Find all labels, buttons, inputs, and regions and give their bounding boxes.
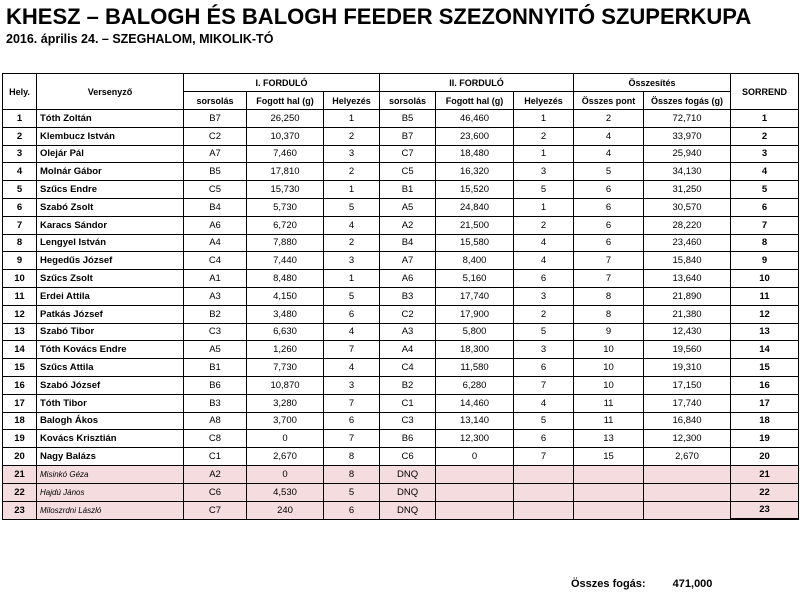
- cell-total-catch: [644, 483, 731, 501]
- cell-total-catch: 2,670: [644, 448, 731, 466]
- cell-r1-position: 7: [324, 430, 380, 448]
- table-row: [3, 483, 799, 501]
- cell-r1-catch: 10,870: [247, 376, 324, 394]
- cell-rank: 6: [731, 198, 799, 216]
- table-row: [3, 216, 799, 234]
- cell-total-catch: 21,380: [644, 305, 731, 323]
- cell-r1-position: 7: [324, 394, 380, 412]
- col-header-r1-draw: sorsolás: [184, 92, 247, 110]
- cell-name: Balogh Ákos: [37, 412, 184, 430]
- cell-total-points: [574, 483, 644, 501]
- cell-place: 7: [3, 216, 37, 234]
- cell-rank: 12: [731, 305, 799, 323]
- cell-name: Szabó Zsolt: [37, 198, 184, 216]
- cell-total-points: 15: [574, 448, 644, 466]
- cell-r1-draw: A6: [184, 216, 247, 234]
- cell-total-points: 8: [574, 287, 644, 305]
- cell-r1-catch: 26,250: [247, 110, 324, 128]
- cell-r2-draw: DNQ: [380, 501, 436, 519]
- cell-rank: 3: [731, 145, 799, 163]
- cell-r2-position: 1: [514, 198, 574, 216]
- cell-rank: 4: [731, 163, 799, 181]
- cell-total-points: 10: [574, 341, 644, 359]
- table-row: [3, 376, 799, 394]
- table-row: [3, 270, 799, 288]
- cell-r2-position: [514, 465, 574, 483]
- cell-r2-position: [514, 483, 574, 501]
- cell-total-catch: 33,970: [644, 127, 731, 145]
- cell-r1-draw: C7: [184, 501, 247, 519]
- cell-r2-draw: A6: [380, 270, 436, 288]
- cell-r1-draw: B2: [184, 305, 247, 323]
- cell-r1-draw: C8: [184, 430, 247, 448]
- cell-r2-catch: 16,320: [436, 163, 514, 181]
- cell-rank: 16: [731, 376, 799, 394]
- cell-place: 14: [3, 341, 37, 359]
- cell-total-catch: 34,130: [644, 163, 731, 181]
- cell-r1-catch: 5,730: [247, 198, 324, 216]
- cell-r1-position: 3: [324, 145, 380, 163]
- cell-r2-draw: B2: [380, 376, 436, 394]
- cell-r1-catch: 240: [247, 501, 324, 519]
- cell-r2-catch: 18,300: [436, 341, 514, 359]
- table-row: [3, 394, 799, 412]
- cell-r1-position: 2: [324, 234, 380, 252]
- cell-r1-draw: A7: [184, 145, 247, 163]
- cell-name: Szabó József: [37, 376, 184, 394]
- cell-total-catch: 16,840: [644, 412, 731, 430]
- table-row: [3, 163, 799, 181]
- cell-r1-position: 5: [324, 198, 380, 216]
- cell-r1-catch: 7,730: [247, 359, 324, 377]
- cell-r1-position: 4: [324, 359, 380, 377]
- cell-name: Erdei Attila: [37, 287, 184, 305]
- cell-r1-position: 4: [324, 216, 380, 234]
- cell-r2-position: 2: [514, 127, 574, 145]
- cell-r2-position: 3: [514, 341, 574, 359]
- table-row: [3, 323, 799, 341]
- cell-total-catch: 21,890: [644, 287, 731, 305]
- cell-r1-catch: 3,480: [247, 305, 324, 323]
- cell-r2-draw: B4: [380, 234, 436, 252]
- cell-total-catch: [644, 465, 731, 483]
- total-catch-summary: [571, 578, 712, 590]
- cell-r1-catch: 6,630: [247, 323, 324, 341]
- header-row-groups: [3, 74, 799, 92]
- col-header-total-catch: Összes fogás (g): [644, 92, 731, 110]
- cell-name: Kovács Krisztián: [37, 430, 184, 448]
- cell-r2-draw: DNQ: [380, 483, 436, 501]
- cell-r1-catch: 4,530: [247, 483, 324, 501]
- cell-total-points: 6: [574, 181, 644, 199]
- cell-name: Miloszrdni László: [37, 501, 184, 519]
- cell-r2-position: 5: [514, 181, 574, 199]
- cell-r1-draw: C3: [184, 323, 247, 341]
- cell-total-catch: 25,940: [644, 145, 731, 163]
- cell-r2-draw: A4: [380, 341, 436, 359]
- cell-total-points: [574, 465, 644, 483]
- table-row: [3, 501, 799, 519]
- cell-r1-catch: 7,460: [247, 145, 324, 163]
- cell-rank: 20: [731, 448, 799, 466]
- cell-r2-position: 3: [514, 287, 574, 305]
- cell-r2-catch: 5,160: [436, 270, 514, 288]
- cell-name: Molnár Gábor: [37, 163, 184, 181]
- cell-r1-position: 6: [324, 305, 380, 323]
- cell-r1-draw: C6: [184, 483, 247, 501]
- cell-r1-catch: 3,280: [247, 394, 324, 412]
- cell-r2-position: [514, 501, 574, 519]
- cell-r2-draw: B6: [380, 430, 436, 448]
- cell-place: 1: [3, 110, 37, 128]
- col-header-total-points: Összes pont: [574, 92, 644, 110]
- cell-r1-position: 5: [324, 483, 380, 501]
- table-row: [3, 181, 799, 199]
- cell-place: 22: [3, 483, 37, 501]
- cell-rank: 13: [731, 323, 799, 341]
- cell-name: Tóth Zoltán: [37, 110, 184, 128]
- cell-name: Patkás József: [37, 305, 184, 323]
- col-header-r1-position: Helyezés: [324, 92, 380, 110]
- col-header-r2-catch: Fogott hal (g): [436, 92, 514, 110]
- cell-r2-position: 3: [514, 163, 574, 181]
- cell-place: 13: [3, 323, 37, 341]
- cell-r1-draw: C1: [184, 448, 247, 466]
- col-header-r2-position: Helyezés: [514, 92, 574, 110]
- cell-r1-draw: A3: [184, 287, 247, 305]
- cell-total-catch: 28,220: [644, 216, 731, 234]
- cell-r1-position: 2: [324, 163, 380, 181]
- table-row: [3, 359, 799, 377]
- cell-total-catch: 17,150: [644, 376, 731, 394]
- cell-r1-draw: A8: [184, 412, 247, 430]
- cell-total-catch: 17,740: [644, 394, 731, 412]
- cell-rank: 22: [731, 483, 799, 501]
- cell-total-points: 5: [574, 163, 644, 181]
- cell-place: 23: [3, 501, 37, 519]
- cell-r2-position: 4: [514, 234, 574, 252]
- cell-r1-position: 8: [324, 465, 380, 483]
- cell-total-catch: 23,460: [644, 234, 731, 252]
- table-row: [3, 465, 799, 483]
- cell-r1-position: 4: [324, 323, 380, 341]
- cell-r2-catch: 11,580: [436, 359, 514, 377]
- cell-total-catch: 13,640: [644, 270, 731, 288]
- cell-name: Szabó Tibor: [37, 323, 184, 341]
- cell-total-points: 10: [574, 359, 644, 377]
- cell-r1-position: 5: [324, 287, 380, 305]
- cell-r2-draw: DNQ: [380, 465, 436, 483]
- cell-r2-catch: 18,480: [436, 145, 514, 163]
- cell-r2-catch: 6,280: [436, 376, 514, 394]
- total-catch-value: 471,000: [672, 578, 713, 590]
- cell-total-catch: 15,840: [644, 252, 731, 270]
- col-header-round1: I. FORDULÓ: [184, 74, 380, 92]
- cell-rank: 21: [731, 465, 799, 483]
- cell-r2-position: 6: [514, 270, 574, 288]
- cell-r2-draw: B1: [380, 181, 436, 199]
- col-header-place: Hely.: [3, 74, 37, 110]
- cell-total-catch: 12,430: [644, 323, 731, 341]
- cell-r1-catch: 1,260: [247, 341, 324, 359]
- cell-r2-catch: [436, 483, 514, 501]
- cell-place: 16: [3, 376, 37, 394]
- cell-r2-draw: A2: [380, 216, 436, 234]
- cell-r1-catch: 10,370: [247, 127, 324, 145]
- cell-total-catch: 12,300: [644, 430, 731, 448]
- table-row: [3, 110, 799, 128]
- cell-r1-position: 1: [324, 181, 380, 199]
- cell-r1-catch: 2,670: [247, 448, 324, 466]
- cell-r1-draw: B6: [184, 376, 247, 394]
- cell-rank: 2: [731, 127, 799, 145]
- page-subtitle: 2016. április 24. – SZEGHALOM, MIKOLIK-TÓ: [6, 32, 274, 46]
- cell-total-points: 11: [574, 412, 644, 430]
- cell-r1-position: 3: [324, 252, 380, 270]
- cell-r1-position: 1: [324, 270, 380, 288]
- cell-r2-catch: 13,140: [436, 412, 514, 430]
- cell-place: 10: [3, 270, 37, 288]
- col-header-name: Versenyző: [37, 74, 184, 110]
- table-row: [3, 448, 799, 466]
- cell-r2-catch: 0: [436, 448, 514, 466]
- cell-name: Szűcs Attila: [37, 359, 184, 377]
- cell-r2-position: 5: [514, 412, 574, 430]
- cell-r2-position: 1: [514, 110, 574, 128]
- cell-rank: 17: [731, 394, 799, 412]
- table-row: [3, 305, 799, 323]
- cell-r1-position: 6: [324, 501, 380, 519]
- cell-r2-draw: B5: [380, 110, 436, 128]
- cell-r2-draw: B7: [380, 127, 436, 145]
- cell-place: 15: [3, 359, 37, 377]
- cell-name: Hegedűs József: [37, 252, 184, 270]
- cell-r1-catch: 0: [247, 430, 324, 448]
- cell-place: 9: [3, 252, 37, 270]
- cell-total-catch: 72,710: [644, 110, 731, 128]
- cell-r2-position: 4: [514, 394, 574, 412]
- cell-r2-draw: C2: [380, 305, 436, 323]
- table-row: [3, 412, 799, 430]
- cell-r1-catch: 4,150: [247, 287, 324, 305]
- cell-r1-catch: 17,810: [247, 163, 324, 181]
- cell-r2-catch: 24,840: [436, 198, 514, 216]
- cell-r2-catch: [436, 465, 514, 483]
- cell-place: 12: [3, 305, 37, 323]
- cell-r1-draw: B1: [184, 359, 247, 377]
- cell-total-catch: 19,310: [644, 359, 731, 377]
- cell-r1-draw: B3: [184, 394, 247, 412]
- cell-r1-position: 3: [324, 376, 380, 394]
- cell-total-points: 6: [574, 216, 644, 234]
- cell-rank: 9: [731, 252, 799, 270]
- cell-r1-draw: C2: [184, 127, 247, 145]
- cell-r1-draw: B4: [184, 198, 247, 216]
- cell-rank: 15: [731, 359, 799, 377]
- cell-r2-draw: C3: [380, 412, 436, 430]
- cell-rank: 19: [731, 430, 799, 448]
- cell-r1-catch: 7,880: [247, 234, 324, 252]
- cell-total-points: 10: [574, 376, 644, 394]
- cell-r2-position: 5: [514, 323, 574, 341]
- cell-name: Nagy Balázs: [37, 448, 184, 466]
- cell-r1-draw: A1: [184, 270, 247, 288]
- cell-total-points: 7: [574, 270, 644, 288]
- table-header: [3, 74, 799, 110]
- cell-r2-position: 7: [514, 448, 574, 466]
- cell-name: Misinkó Géza: [37, 465, 184, 483]
- cell-r2-position: 4: [514, 252, 574, 270]
- cell-total-points: [574, 501, 644, 519]
- cell-r1-catch: 6,720: [247, 216, 324, 234]
- cell-r1-draw: A4: [184, 234, 247, 252]
- col-header-round2: II. FORDULÓ: [380, 74, 574, 92]
- col-header-summary: Összesítés: [574, 74, 731, 92]
- cell-place: 17: [3, 394, 37, 412]
- table-row: [3, 341, 799, 359]
- cell-total-points: 11: [574, 394, 644, 412]
- cell-total-catch: [644, 501, 731, 519]
- cell-r2-catch: [436, 501, 514, 519]
- cell-r1-draw: A5: [184, 341, 247, 359]
- cell-total-catch: 31,250: [644, 181, 731, 199]
- cell-r2-draw: B3: [380, 287, 436, 305]
- cell-r1-catch: 15,730: [247, 181, 324, 199]
- cell-total-points: 7: [574, 252, 644, 270]
- cell-place: 3: [3, 145, 37, 163]
- cell-total-points: 9: [574, 323, 644, 341]
- total-catch-label: Összes fogás:: [571, 578, 646, 590]
- cell-place: 8: [3, 234, 37, 252]
- cell-r1-draw: A2: [184, 465, 247, 483]
- cell-r1-catch: 0: [247, 465, 324, 483]
- cell-name: Klembucz István: [37, 127, 184, 145]
- cell-r2-position: 2: [514, 216, 574, 234]
- table-row: [3, 127, 799, 145]
- cell-r2-draw: C4: [380, 359, 436, 377]
- cell-name: Hajdú János: [37, 483, 184, 501]
- cell-rank: 1: [731, 110, 799, 128]
- cell-total-points: 8: [574, 305, 644, 323]
- col-header-rank: SORREND: [731, 74, 799, 110]
- cell-rank: 10: [731, 270, 799, 288]
- page-title: KHESZ – BALOGH ÉS BALOGH FEEDER SZEZONNYITÓ SZUPERKUPA: [6, 4, 752, 29]
- cell-r2-draw: C5: [380, 163, 436, 181]
- cell-place: 19: [3, 430, 37, 448]
- results-table: [2, 73, 799, 520]
- cell-rank: 11: [731, 287, 799, 305]
- cell-r1-draw: B7: [184, 110, 247, 128]
- cell-r2-position: 2: [514, 305, 574, 323]
- col-header-r1-catch: Fogott hal (g): [247, 92, 324, 110]
- cell-place: 20: [3, 448, 37, 466]
- cell-place: 18: [3, 412, 37, 430]
- cell-place: 2: [3, 127, 37, 145]
- cell-rank: 14: [731, 341, 799, 359]
- cell-place: 4: [3, 163, 37, 181]
- cell-r1-position: 6: [324, 412, 380, 430]
- cell-r2-catch: 46,460: [436, 110, 514, 128]
- cell-r2-draw: C1: [380, 394, 436, 412]
- col-header-r2-draw: sorsolás: [380, 92, 436, 110]
- cell-rank: 5: [731, 181, 799, 199]
- cell-r1-catch: 8,480: [247, 270, 324, 288]
- cell-r2-catch: 23,600: [436, 127, 514, 145]
- cell-r2-catch: 15,580: [436, 234, 514, 252]
- cell-r1-position: 1: [324, 110, 380, 128]
- cell-r2-catch: 8,400: [436, 252, 514, 270]
- cell-name: Olejár Pál: [37, 145, 184, 163]
- cell-r1-position: 2: [324, 127, 380, 145]
- table-row: [3, 430, 799, 448]
- cell-r2-draw: C7: [380, 145, 436, 163]
- cell-rank: 7: [731, 216, 799, 234]
- cell-total-points: 13: [574, 430, 644, 448]
- cell-r2-draw: A7: [380, 252, 436, 270]
- cell-total-points: 6: [574, 198, 644, 216]
- cell-total-points: 4: [574, 145, 644, 163]
- cell-r2-position: 7: [514, 376, 574, 394]
- cell-place: 11: [3, 287, 37, 305]
- cell-place: 21: [3, 465, 37, 483]
- cell-r2-position: 6: [514, 359, 574, 377]
- cell-name: Tóth Tibor: [37, 394, 184, 412]
- cell-name: Lengyel István: [37, 234, 184, 252]
- cell-r1-position: 8: [324, 448, 380, 466]
- cell-r1-draw: C4: [184, 252, 247, 270]
- table-body: [3, 110, 799, 520]
- table-row: [3, 198, 799, 216]
- cell-r2-catch: 17,900: [436, 305, 514, 323]
- cell-r2-catch: 12,300: [436, 430, 514, 448]
- table-row: [3, 252, 799, 270]
- cell-rank: 8: [731, 234, 799, 252]
- cell-name: Szűcs Zsolt: [37, 270, 184, 288]
- cell-r2-position: 6: [514, 430, 574, 448]
- cell-r2-catch: 15,520: [436, 181, 514, 199]
- cell-name: Szűcs Endre: [37, 181, 184, 199]
- cell-total-points: 6: [574, 234, 644, 252]
- cell-r2-catch: 14,460: [436, 394, 514, 412]
- cell-r2-draw: A5: [380, 198, 436, 216]
- cell-rank: 23: [731, 501, 799, 519]
- cell-r1-catch: 7,440: [247, 252, 324, 270]
- table-row: [3, 234, 799, 252]
- table-row: [3, 145, 799, 163]
- cell-r1-position: 7: [324, 341, 380, 359]
- cell-r2-position: 1: [514, 145, 574, 163]
- cell-name: Tóth Kovács Endre: [37, 341, 184, 359]
- cell-r2-catch: 21,500: [436, 216, 514, 234]
- cell-r1-catch: 3,700: [247, 412, 324, 430]
- cell-r2-catch: 5,800: [436, 323, 514, 341]
- cell-r1-draw: B5: [184, 163, 247, 181]
- table-row: [3, 287, 799, 305]
- cell-total-catch: 30,570: [644, 198, 731, 216]
- cell-total-points: 2: [574, 110, 644, 128]
- cell-place: 6: [3, 198, 37, 216]
- cell-total-catch: 19,560: [644, 341, 731, 359]
- cell-place: 5: [3, 181, 37, 199]
- cell-name: Karacs Sándor: [37, 216, 184, 234]
- cell-r2-catch: 17,740: [436, 287, 514, 305]
- cell-rank: 18: [731, 412, 799, 430]
- cell-r2-draw: C6: [380, 448, 436, 466]
- cell-total-points: 4: [574, 127, 644, 145]
- cell-r1-draw: C5: [184, 181, 247, 199]
- cell-r2-draw: A3: [380, 323, 436, 341]
